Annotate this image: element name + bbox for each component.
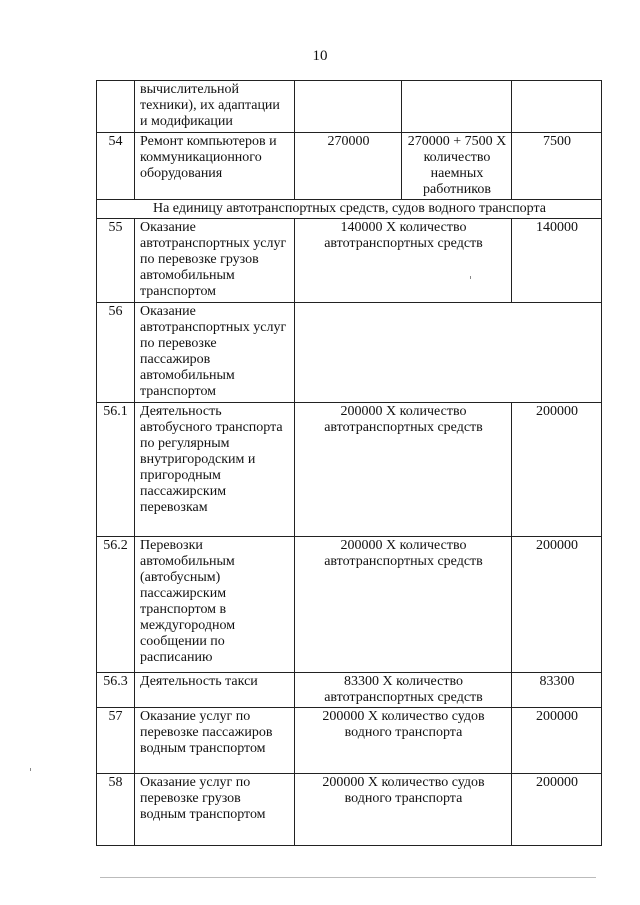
table-row (97, 133, 602, 200)
calculation-cell: 200000 Х количество судов водного транспорта (295, 774, 512, 846)
activity-cell: Оказание услуг по перевозке пассажиров водным транспортом (135, 708, 295, 774)
table-row (97, 673, 602, 708)
scan-speck (470, 276, 471, 279)
row-number (97, 81, 135, 133)
tax-rates-table (96, 80, 602, 846)
value-cell: 7500 (512, 133, 602, 200)
table-row (97, 537, 602, 673)
table-row (97, 81, 602, 133)
activity-cell: Перевозки автомобильным (автобусным) пассажирским транспортом в междугородном сообщении по расписанию (135, 537, 295, 673)
value-cell: 200000 (512, 708, 602, 774)
row-number: 56 (97, 303, 135, 403)
value-cell: 140000 (512, 219, 602, 303)
base-amount-cell (295, 81, 402, 133)
row-number: 56.3 (97, 673, 135, 708)
row-number: 58 (97, 774, 135, 846)
activity-cell: Ремонт компьютеров и коммуникационного оборудования (135, 133, 295, 200)
table-row (97, 219, 602, 303)
page-number: 10 (312, 48, 328, 64)
calculation-cell: 140000 Х количество автотранспортных средств (295, 219, 512, 303)
calculation-cell: 83300 Х количество автотранспортных средств (295, 673, 512, 708)
activity-cell: Оказание автотранспортных услуг по перевозке грузов автомобильным транспортом (135, 219, 295, 303)
activity-cell: Деятельность такси (135, 673, 295, 708)
value-cell: 200000 (512, 403, 602, 537)
calculation-cell: 200000 Х количество автотранспортных средств (295, 537, 512, 673)
scan-edge-line (100, 877, 596, 878)
value-cell: 200000 (512, 537, 602, 673)
calculation-cell (402, 81, 512, 133)
activity-cell: вычислительной техники), их адаптации и модификации (135, 81, 295, 133)
calculation-cell: 200000 Х количество судов водного транспорта (295, 708, 512, 774)
activity-cell: Оказание услуг по перевозке грузов водным транспортом (135, 774, 295, 846)
table-row (97, 708, 602, 774)
scan-speck (30, 768, 31, 771)
activity-cell: Деятельность автобусного транспорта по регулярным внутригородским и пригородным пассажирским перевозкам (135, 403, 295, 537)
activity-cell: Оказание автотранспортных услуг по перевозке пассажиров автомобильным транспортом (135, 303, 295, 403)
table-row (97, 403, 602, 537)
row-number: 57 (97, 708, 135, 774)
row-number: 56.2 (97, 537, 135, 673)
value-cell (512, 81, 602, 133)
section-header-row (97, 200, 602, 219)
calculation-cell (295, 303, 602, 403)
value-cell: 200000 (512, 774, 602, 846)
value-cell: 83300 (512, 673, 602, 708)
calculation-cell: 270000 + 7500 Х количество наемных работников (402, 133, 512, 200)
section-header: На единицу автотранспортных средств, судов водного транспорта (97, 200, 602, 219)
table-row (97, 774, 602, 846)
calculation-cell: 200000 Х количество автотранспортных средств (295, 403, 512, 537)
row-number: 55 (97, 219, 135, 303)
table-row (97, 303, 602, 403)
row-number: 56.1 (97, 403, 135, 537)
row-number: 54 (97, 133, 135, 200)
base-amount-cell: 270000 (295, 133, 402, 200)
